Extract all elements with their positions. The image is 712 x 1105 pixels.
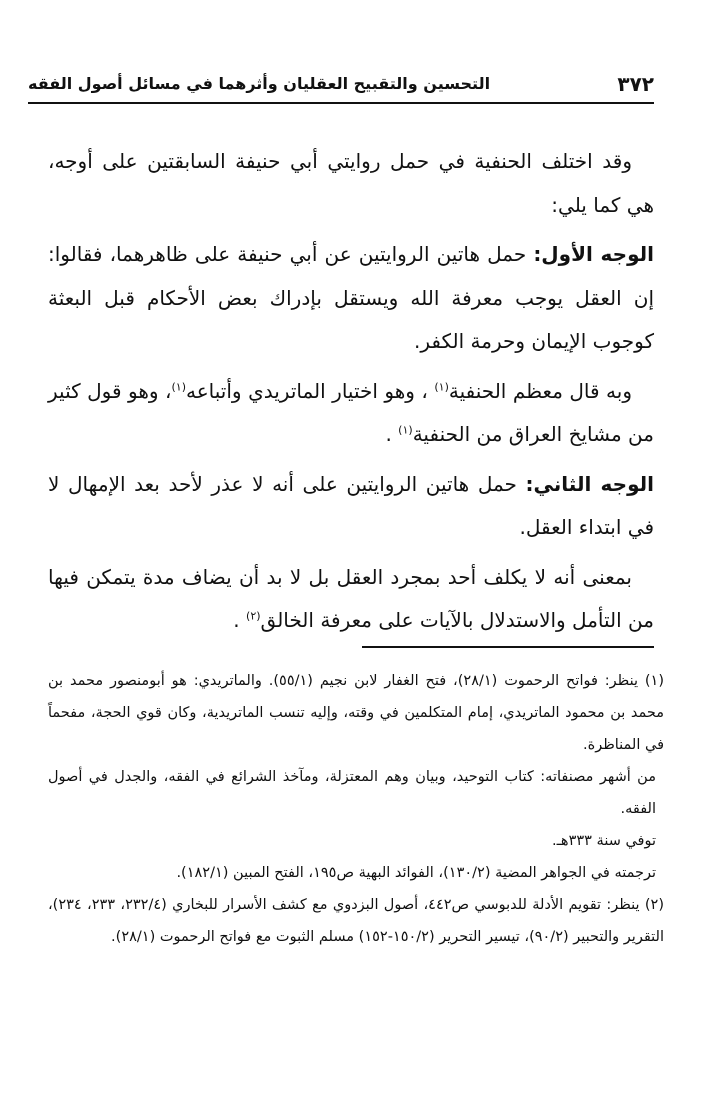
footnote-1-death: توفي سنة ٣٣٣هـ.: [552, 833, 656, 849]
page-number: ٣٧٢: [617, 72, 654, 96]
majority-text-part1: وبه قال معظم الحنفية: [448, 378, 632, 403]
footnote-1-works: من أشهر مصنفاته: كتاب التوحيد، وبيان وهم المعتزلة، ومآخذ الشرائع في الفقه، والجدل في أصول الفقه.: [48, 769, 656, 817]
page-header: [28, 72, 654, 104]
footnotes: [48, 665, 664, 953]
majority-text-part3: ، وهو قول كثير من مشايخ العراق من الحنفية: [48, 378, 654, 446]
running-title: التحسين والتقبيح العقليان وأثرهما في مسائل أصول الفقه: [28, 74, 491, 93]
footnote-ref-1[interactable]: (١): [434, 379, 449, 393]
intro-paragraph: وقد اختلف الحنفية في حمل روايتي أبي حنيفة السابقتين على أوجه، هي كما يلي:: [48, 149, 654, 217]
majority-text-end: .: [385, 422, 392, 446]
second-aspect-paragraph: [48, 463, 654, 550]
majority-paragraph: [48, 370, 654, 457]
meaning-text: بمعنى أنه لا يكلف أحد بمجرد العقل بل لا بد أن يضاف مدة يتمكن فيها من التأمل والاستدلال بالآيات على معرفة الخالق: [48, 564, 654, 632]
footnote-2: (٢) ينظر: تقويم الأدلة للدبوسي ص٤٤٢، أصول البزدوي مع كشف الأسرار للبخاري (٢٣٢/٤، ٢٣٣، ٢٣٤)، التقرير والتحبير (٩٠/٢)، تيسير التحرير (١٥٠/٢-١٥٢) مسلم الثبوت مع فواتح الرحموت (٢٨/١).: [48, 897, 664, 945]
footnote-1-biography: ترجمته في الجواهر المضية (١٣٠/٢)، الفوائد البهية ص١٩٥، الفتح المبين (١٨٢/١).: [176, 865, 656, 881]
majority-text-part2: ، وهو اختيار الماتريدي وأتباعه: [186, 378, 428, 403]
footnote-ref-2[interactable]: (٢): [246, 609, 261, 623]
footnote-ref-1c[interactable]: (١): [398, 423, 413, 437]
second-aspect-heading: الوجه الثاني:: [525, 471, 654, 496]
first-aspect-heading: الوجه الأول:: [533, 242, 654, 266]
footnote-ref-1b[interactable]: (١): [171, 379, 187, 393]
meaning-text-end: .: [233, 608, 240, 632]
meaning-paragraph: [48, 556, 654, 643]
first-aspect-paragraph: [48, 233, 654, 364]
main-text: [48, 140, 654, 649]
second-aspect-text: حمل هاتين الروايتين على أنه لا عذر لأحد بعد الإمهال لا في ابتداء العقل.: [48, 471, 654, 539]
first-aspect-text: حمل هاتين الروايتين عن أبي حنيفة على ظاهرهما، فقالوا: إن العقل يوجب معرفة الله ويستقل بإدراك بعض الأحكام قبل البعثة كوجوب الإيمان وحرمة الكفر.: [48, 242, 654, 353]
footnote-divider: [362, 646, 654, 648]
footnote-1: (١) ينظر: فواتح الرحموت (٢٨/١)، فتح الغفار لابن نجيم (٥٥/١). والماتريدي: هو أبومنصور محمد بن محمد بن محمود الماتريدي، إمام المتكلمين في وقته، وإليه تنسب الماتريدية، وكان قوي الحجة، مفحماً في المناظرة.: [48, 673, 665, 753]
